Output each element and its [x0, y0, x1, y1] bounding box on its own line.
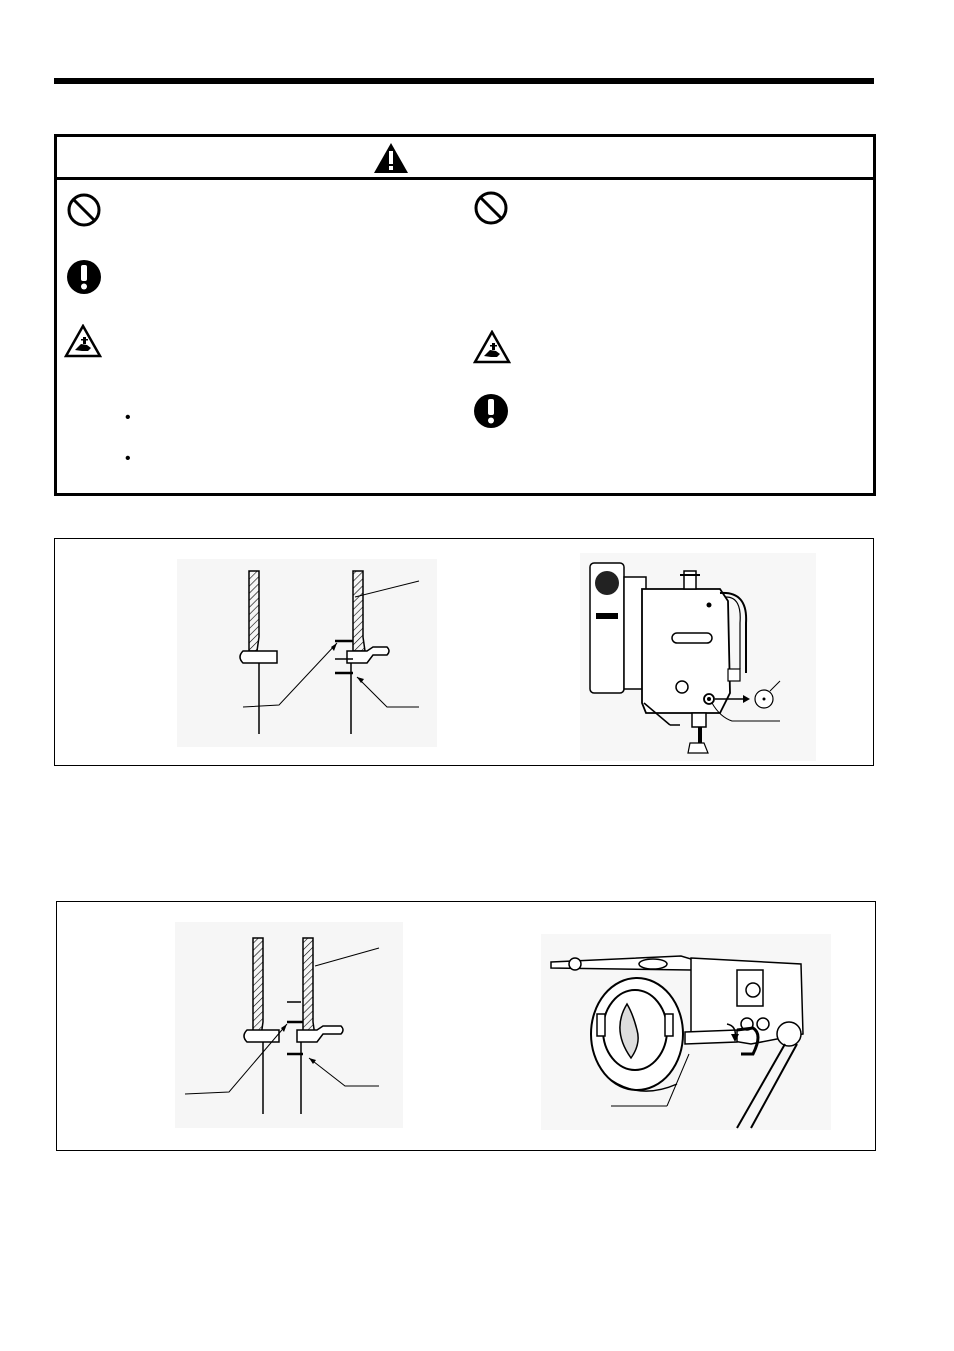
figure-box-1: [54, 538, 874, 766]
machine-head-illustration: [580, 553, 816, 761]
needle-timing-diagram: [177, 559, 437, 747]
rotary-hook-illustration: [541, 934, 831, 1130]
warning-triangle-icon: [373, 142, 409, 174]
page-header-rule: [54, 78, 874, 84]
caution-header: [57, 137, 873, 180]
caution-box: [54, 134, 876, 496]
hand-pinch-hazard-icon: [64, 324, 102, 358]
needle-hook-diagram: [175, 922, 403, 1128]
prohibition-icon: [473, 190, 509, 226]
bullet-2: •: [125, 450, 131, 467]
bullet-1: •: [125, 409, 131, 426]
exclamation-icon: [473, 393, 509, 429]
figure-box-2: [56, 901, 876, 1151]
prohibition-icon: [66, 192, 102, 228]
hand-pinch-hazard-icon: [473, 330, 511, 364]
exclamation-icon: [66, 259, 102, 295]
